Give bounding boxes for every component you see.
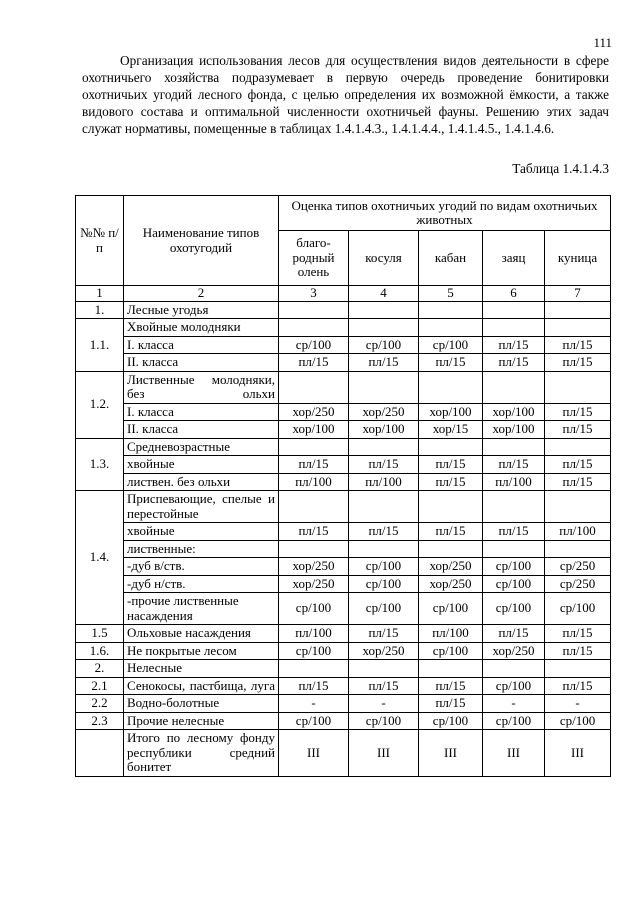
- table-row: [76, 371, 611, 403]
- table-row: [76, 301, 611, 319]
- cell-value: пл/15: [545, 354, 611, 372]
- column-number-row: [76, 286, 611, 302]
- cell-value: пл/15: [419, 473, 483, 491]
- row-name: Сенокосы, пастбища, луга: [124, 677, 279, 695]
- row-number: 2.2: [76, 695, 124, 713]
- cell-value: ср/100: [483, 712, 545, 730]
- cell-value: пл/15: [545, 336, 611, 354]
- cell-value: пл/15: [483, 625, 545, 643]
- column-number: 3: [279, 286, 349, 302]
- cell-value: хор/250: [483, 642, 545, 660]
- row-name: Не покрытые лесом: [124, 642, 279, 660]
- cell-value: -: [483, 695, 545, 713]
- row-name: хвойные: [124, 523, 279, 541]
- column-number: 1: [76, 286, 124, 302]
- cell-value: ср/100: [545, 593, 611, 625]
- table-row: [76, 456, 611, 474]
- cell-value: ср/100: [349, 593, 419, 625]
- cell-value: пл/15: [349, 625, 419, 643]
- row-name: Нелесные: [124, 660, 279, 678]
- cell-value: пл/15: [419, 677, 483, 695]
- cell-value: ср/100: [279, 336, 349, 354]
- cell-value: хор/100: [279, 421, 349, 439]
- cell-value: ср/100: [483, 558, 545, 576]
- row-name: Итого по лесному фонду республики средний бонитет: [124, 730, 279, 777]
- row-number: 1.6.: [76, 642, 124, 660]
- cell-value: ср/100: [349, 575, 419, 593]
- row-name: -прочие лиственные насаждения: [124, 593, 279, 625]
- cell-value: -: [349, 695, 419, 713]
- row-number: 1.2.: [76, 371, 124, 438]
- cell-value: пл/100: [279, 473, 349, 491]
- row-name: -дуб н/ств.: [124, 575, 279, 593]
- page-number: 111: [593, 35, 612, 50]
- row-number: 1.3.: [76, 438, 124, 491]
- cell-value: пл/15: [419, 354, 483, 372]
- table-row: [76, 438, 611, 456]
- cell-value: пл/15: [545, 456, 611, 474]
- cell-value: ср/100: [279, 642, 349, 660]
- table-row: [76, 712, 611, 730]
- row-name: листвен. без ольхи: [124, 473, 279, 491]
- cell-value: хор/100: [419, 403, 483, 421]
- cell-value: пл/15: [545, 677, 611, 695]
- header-group: Оценка типов охотничьих угодий по видам охотничьих животных: [279, 196, 611, 231]
- cell-value: пл/15: [545, 625, 611, 643]
- table-header-row: [76, 196, 611, 231]
- column-number: 5: [419, 286, 483, 302]
- row-name: I. класса: [124, 403, 279, 421]
- header-species: благо-родный олень: [279, 231, 349, 286]
- row-name: -дуб в/ств.: [124, 558, 279, 576]
- cell-value: хор/100: [483, 403, 545, 421]
- cell-value: пл/15: [349, 523, 419, 541]
- row-number: 2.: [76, 660, 124, 678]
- cell-value: III: [545, 730, 611, 777]
- header-species: куница: [545, 231, 611, 286]
- cell-value: III: [419, 730, 483, 777]
- row-name: хвойные: [124, 456, 279, 474]
- header-species: кабан: [419, 231, 483, 286]
- header-species: заяц: [483, 231, 545, 286]
- table-row: [76, 625, 611, 643]
- cell-value: ср/100: [349, 558, 419, 576]
- cell-value: III: [279, 730, 349, 777]
- table-row: [76, 677, 611, 695]
- cell-value: пл/100: [419, 625, 483, 643]
- cell-value: хор/250: [419, 558, 483, 576]
- cell-value: ср/100: [279, 712, 349, 730]
- cell-value: хор/250: [279, 558, 349, 576]
- cell-value: пл/15: [545, 642, 611, 660]
- row-name: Приспевающие, спелые и перестойные: [124, 491, 279, 523]
- cell-value: пл/15: [279, 677, 349, 695]
- cell-value: пл/15: [545, 421, 611, 439]
- column-number: 7: [545, 286, 611, 302]
- table-row: [76, 695, 611, 713]
- table-row: [76, 354, 611, 372]
- row-name: Лесные угодья: [124, 301, 279, 319]
- table-row: [76, 523, 611, 541]
- cell-value: ср/100: [349, 712, 419, 730]
- row-name: I. класса: [124, 336, 279, 354]
- row-name: Водно-болотные: [124, 695, 279, 713]
- cell-value: пл/100: [279, 625, 349, 643]
- row-number: 1.4.: [76, 491, 124, 625]
- cell-value: ср/100: [483, 593, 545, 625]
- header-name: Наименование типов охотугодий: [124, 196, 279, 286]
- cell-value: пл/15: [419, 456, 483, 474]
- cell-value: хор/15: [419, 421, 483, 439]
- cell-value: хор/250: [279, 575, 349, 593]
- cell-value: хор/100: [349, 421, 419, 439]
- column-number: 4: [349, 286, 419, 302]
- cell-value: пл/15: [349, 354, 419, 372]
- row-name: Лиственные молодняки, без ольхи: [124, 371, 279, 403]
- cell-value: пл/15: [483, 523, 545, 541]
- cell-value: ср/100: [419, 336, 483, 354]
- cell-value: хор/100: [483, 421, 545, 439]
- column-number: 6: [483, 286, 545, 302]
- cell-value: пл/100: [349, 473, 419, 491]
- cell-value: -: [279, 695, 349, 713]
- cell-value: пл/15: [279, 523, 349, 541]
- cell-value: III: [483, 730, 545, 777]
- row-name: II. класса: [124, 354, 279, 372]
- cell-value: хор/250: [349, 403, 419, 421]
- table-total-row: [76, 730, 611, 777]
- cell-value: пл/15: [483, 336, 545, 354]
- cell-value: ср/250: [545, 558, 611, 576]
- cell-value: ср/100: [279, 593, 349, 625]
- table-row: [76, 319, 611, 337]
- header-species: косуля: [349, 231, 419, 286]
- table-row: [76, 642, 611, 660]
- cell-value: ср/100: [349, 336, 419, 354]
- table-row: [76, 575, 611, 593]
- cell-value: хор/250: [349, 642, 419, 660]
- row-name: лиственные:: [124, 540, 279, 558]
- row-name: Средневозрастные: [124, 438, 279, 456]
- cell-value: пл/15: [279, 456, 349, 474]
- table-row: [76, 491, 611, 523]
- row-name: II. класса: [124, 421, 279, 439]
- cell-value: пл/15: [483, 456, 545, 474]
- cell-value: ср/100: [419, 712, 483, 730]
- cell-value: ср/100: [419, 593, 483, 625]
- cell-value: III: [349, 730, 419, 777]
- row-name: Ольховые насаждения: [124, 625, 279, 643]
- table-row: [76, 473, 611, 491]
- row-number: 2.1: [76, 677, 124, 695]
- row-name: Прочие нелесные: [124, 712, 279, 730]
- table-row: [76, 336, 611, 354]
- cell-value: ср/100: [419, 642, 483, 660]
- cell-value: пл/100: [483, 473, 545, 491]
- cell-value: ср/100: [483, 677, 545, 695]
- row-number: 1.: [76, 301, 124, 319]
- header-num: №№ п/п: [76, 196, 124, 286]
- cell-value: ср/250: [545, 575, 611, 593]
- row-number: 2.3: [76, 712, 124, 730]
- row-name: Хвойные молодняки: [124, 319, 279, 337]
- cell-value: ср/100: [545, 712, 611, 730]
- cell-value: ср/100: [483, 575, 545, 593]
- cell-value: пл/15: [419, 523, 483, 541]
- cell-value: пл/15: [545, 473, 611, 491]
- table-row: [76, 593, 611, 625]
- cell-value: пл/15: [279, 354, 349, 372]
- cell-value: хор/250: [419, 575, 483, 593]
- cell-value: пл/15: [545, 403, 611, 421]
- cell-value: пл/15: [419, 695, 483, 713]
- cell-value: пл/15: [483, 354, 545, 372]
- cell-value: -: [545, 695, 611, 713]
- cell-value: пл/15: [349, 677, 419, 695]
- cell-value: пл/100: [545, 523, 611, 541]
- table-row: [76, 660, 611, 678]
- table-row: [76, 421, 611, 439]
- row-number: 1.5: [76, 625, 124, 643]
- table-caption: Таблица 1.4.1.4.3: [512, 161, 609, 176]
- table-row: [76, 558, 611, 576]
- row-number: 1.1.: [76, 319, 124, 372]
- hunting-grounds-table: [75, 195, 611, 777]
- intro-paragraph: Организация использования лесов для осуществления видов деятельности в сфере охотничьего хозяйства подразумевает в первую очередь проведение бонитировки охотничьих угодий лесного фонда, с целью определения их возможной ёмкости, а также видового состава и оптимальной численности охотничьей фауны. Решению этих задач служат нормативы, помещенные в таблицах 1.4.1.4.3., 1.4.1.4.4., 1.4.1.4.5., 1.4.1.4.6.: [82, 53, 609, 136]
- cell-value: пл/15: [349, 456, 419, 474]
- column-number: 2: [124, 286, 279, 302]
- table-row: [76, 403, 611, 421]
- cell-value: хор/250: [279, 403, 349, 421]
- table-row: [76, 540, 611, 558]
